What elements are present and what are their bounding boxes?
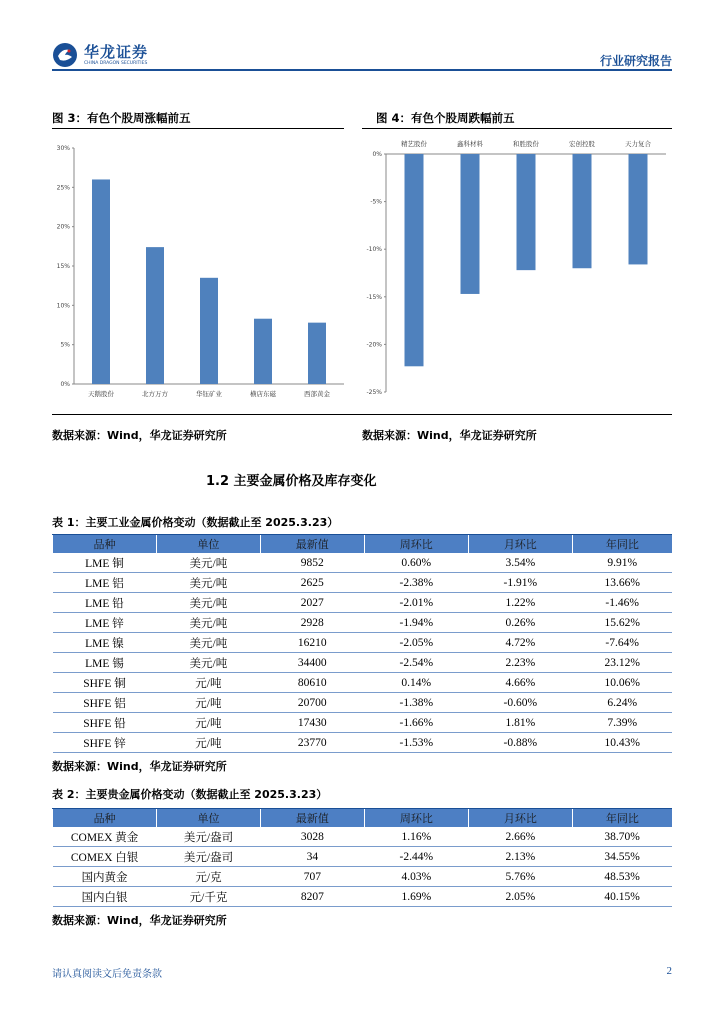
table-cell: 5.76% [468,867,572,887]
table-cell: 20700 [260,693,364,713]
x-tick-label: 华钰矿业 [196,390,222,398]
bar [254,319,272,384]
table-cell: 38.70% [572,827,672,847]
table-cell: 15.62% [572,613,672,633]
table-cell: 34 [260,847,364,867]
table-cell: 0.26% [468,613,572,633]
table-cell: 美元/吨 [156,653,260,673]
bar [308,323,326,384]
table-cell: 美元/吨 [156,553,260,573]
y-tick-label: 0% [372,151,382,158]
bar [461,154,480,294]
table-cell: -2.44% [364,847,468,867]
table-cell: 0.60% [364,553,468,573]
bar [200,278,218,384]
table1-caption: 表 1：主要工业金属价格变动（数据截止至 2025.3.23） [52,516,339,529]
table-row [53,553,673,573]
table-row [53,733,673,753]
table-cell: 10.43% [572,733,672,753]
table-cell: 23770 [260,733,364,753]
table-cell: -2.05% [364,633,468,653]
column-header: 单位 [156,535,260,554]
table1-header-row [53,535,673,554]
table-row [53,613,673,633]
column-header: 品种 [53,809,157,828]
chart-top-gainers [52,136,352,416]
table-cell: LME 铅 [53,593,157,613]
fig4-title-rule [362,128,672,129]
table-cell: COMEX 黄金 [53,827,157,847]
table-cell: LME 锌 [53,613,157,633]
table-cell: -2.54% [364,653,468,673]
report-type: 行业研究报告 [599,54,672,68]
table2-caption: 表 2：主要贵金属价格变动（数据截止至 2025.3.23） [52,788,328,801]
y-tick-label: -10% [366,246,382,254]
page-number: 2 [666,965,672,977]
table-row [53,847,673,867]
table-cell: 48.53% [572,867,672,887]
table-cell: 美元/吨 [156,633,260,653]
table-cell: -2.38% [364,573,468,593]
section-title: 1.2 主要金属价格及库存变化 [206,474,377,489]
table-cell: 3.54% [468,553,572,573]
table-cell: LME 镍 [53,633,157,653]
table2-header-row [53,809,673,828]
table-cell: 元/吨 [156,733,260,753]
column-header: 品种 [53,535,157,554]
table-cell: 美元/盎司 [157,827,261,847]
table-cell: 国内白银 [53,887,157,907]
table-cell: 13.66% [572,573,672,593]
table-cell: -1.91% [468,573,572,593]
table-cell: LME 铜 [53,553,157,573]
table-row [53,867,673,887]
table-cell: 国内黄金 [53,867,157,887]
table-cell: -1.66% [364,713,468,733]
table-cell: 元/吨 [156,693,260,713]
y-tick-label: 20% [56,223,70,231]
table-row [53,713,673,733]
table-cell: 1.69% [364,887,468,907]
table-cell: 16210 [260,633,364,653]
table-cell: 2027 [260,593,364,613]
precious-metals-table [52,808,672,907]
company-name-cn: 华龙证券 [84,43,149,61]
bar [629,154,648,264]
table-cell: 34400 [260,653,364,673]
table-cell: -0.88% [468,733,572,753]
table-cell: 1.16% [364,827,468,847]
table-cell: -1.38% [364,693,468,713]
table-row [53,593,673,613]
y-tick-label: 25% [56,184,70,192]
bar [405,154,424,366]
table-cell: 17430 [260,713,364,733]
table-cell: 707 [260,867,364,887]
table-cell: 2625 [260,573,364,593]
table-cell: 34.55% [572,847,672,867]
table-cell: 元/吨 [156,673,260,693]
table-cell: 7.39% [572,713,672,733]
figures-bottom-rule [52,414,672,415]
y-tick-label: -25% [366,389,382,396]
y-tick-label: 10% [56,302,70,310]
table1-source: 数据来源：Wind，华龙证券研究所 [52,760,227,773]
company-name-en: CHINA DRAGON SECURITIES [84,61,148,66]
table-cell: SHFE 铅 [53,713,157,733]
table-cell: 美元/盎司 [157,847,261,867]
column-header: 年同比 [572,809,672,828]
table-cell: 2.13% [468,847,572,867]
table-cell: 元/克 [157,867,261,887]
fig3-title: 图 3：有色个股周涨幅前五 [52,111,191,125]
column-header: 单位 [157,809,261,828]
table-cell: 2928 [260,613,364,633]
table-cell: 2.66% [468,827,572,847]
table-cell: 6.24% [572,693,672,713]
table-cell: 80610 [260,673,364,693]
table-cell: -1.53% [364,733,468,753]
y-tick-label: 5% [60,341,70,349]
bar [146,247,164,384]
table-cell: 3028 [260,827,364,847]
table-cell: 9852 [260,553,364,573]
table-row [53,887,673,907]
table-cell: SHFE 铜 [53,673,157,693]
table-cell: 0.14% [364,673,468,693]
fig4-source: 数据来源：Wind，华龙证券研究所 [362,429,537,442]
x-tick-label: 精艺股份 [401,140,427,148]
table-cell: 4.72% [468,633,572,653]
table-cell: SHFE 铝 [53,693,157,713]
x-tick-label: 宏创控股 [569,140,595,148]
column-header: 周环比 [364,809,468,828]
x-tick-label: 北方万方 [142,390,168,398]
table-cell: 10.06% [572,673,672,693]
fig4-title: 图 4：有色个股周跌幅前五 [376,111,515,125]
table-cell: 元/吨 [156,713,260,733]
y-tick-label: 0% [60,381,70,388]
table-row [53,633,673,653]
y-tick-label: -5% [370,198,382,206]
table-cell: -7.64% [572,633,672,653]
bar [92,179,110,384]
table-row [53,827,673,847]
header-divider [52,69,672,71]
table-cell: -0.60% [468,693,572,713]
x-tick-label: 横店东磁 [250,390,276,398]
table-row [53,653,673,673]
table-cell: -1.46% [572,593,672,613]
table-cell: 1.81% [468,713,572,733]
column-header: 月环比 [468,535,572,554]
column-header: 年同比 [572,535,672,554]
table-cell: 23.12% [572,653,672,673]
table-cell: LME 锡 [53,653,157,673]
dragon-logo-icon [52,42,78,68]
table-cell: 40.15% [572,887,672,907]
table-cell: -1.94% [364,613,468,633]
table-cell: 美元/吨 [156,593,260,613]
table-cell: 2.23% [468,653,572,673]
industrial-metals-table [52,534,672,753]
footer-disclaimer: 请认真阅读文后免责条款 [52,969,162,980]
column-header: 最新值 [260,809,364,828]
table-cell: 美元/吨 [156,613,260,633]
x-tick-label: 鑫科材料 [457,140,483,148]
y-tick-label: -20% [366,341,382,349]
table-cell: COMEX 白银 [53,847,157,867]
column-header: 周环比 [364,535,468,554]
bar [517,154,536,270]
table-cell: 元/千克 [157,887,261,907]
x-tick-label: 西部黄金 [304,390,330,398]
table-cell: 美元/吨 [156,573,260,593]
fig3-source: 数据来源：Wind，华龙证券研究所 [52,429,227,442]
table-cell: 1.22% [468,593,572,613]
table-cell: SHFE 锌 [53,733,157,753]
bar [573,154,592,268]
x-tick-label: 和胜股份 [513,140,539,148]
chart-top-losers [360,132,672,416]
column-header: 月环比 [468,809,572,828]
y-tick-label: -15% [366,293,382,301]
table-cell: 4.03% [364,867,468,887]
table-cell: LME 铝 [53,573,157,593]
x-tick-label: 天力复合 [625,140,651,148]
table-cell: 9.91% [572,553,672,573]
fig3-title-rule [52,128,344,129]
x-tick-label: 天鹅股份 [88,390,114,398]
table-row [53,673,673,693]
y-tick-label: 15% [56,263,70,270]
table-row [53,693,673,713]
column-header: 最新值 [260,535,364,554]
table-row [53,573,673,593]
table-cell: 4.66% [468,673,572,693]
table-cell: 8207 [260,887,364,907]
table2-source: 数据来源：Wind，华龙证券研究所 [52,914,227,927]
y-tick-label: 30% [56,145,70,152]
table-cell: -2.01% [364,593,468,613]
table-cell: 2.05% [468,887,572,907]
